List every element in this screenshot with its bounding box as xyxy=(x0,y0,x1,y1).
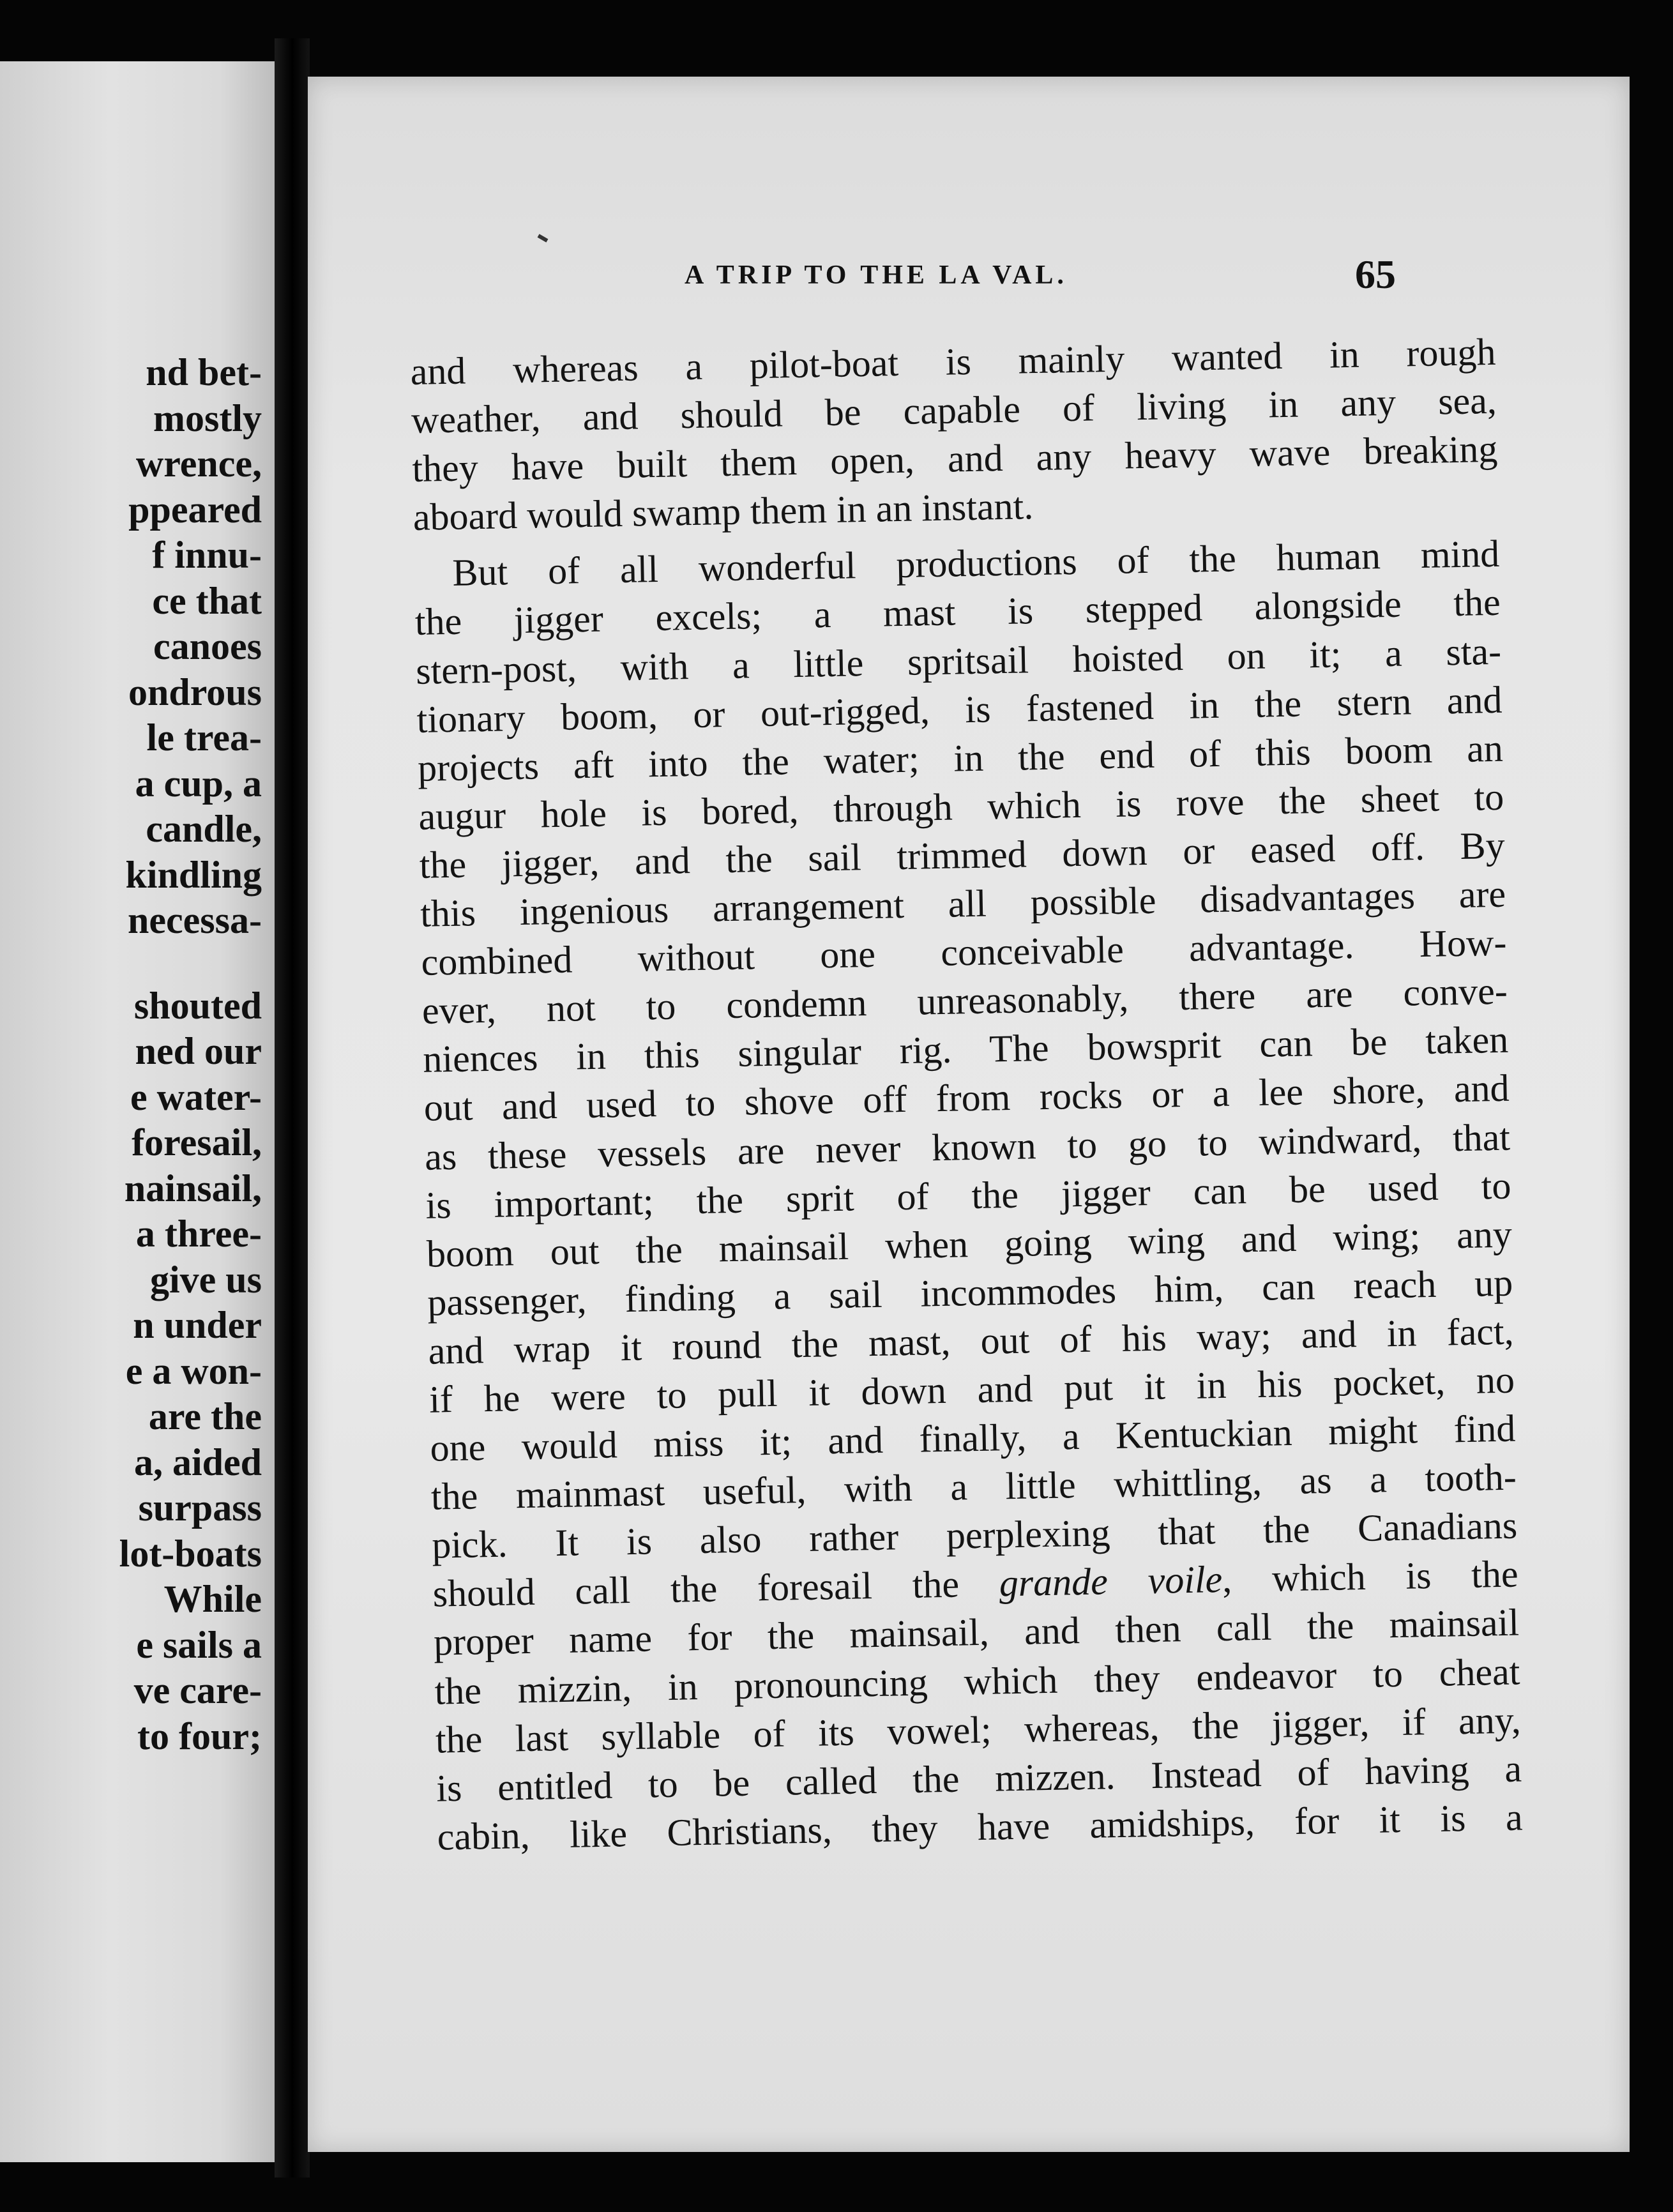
text-line: weather, and should be capable of living in any sea, xyxy=(411,379,1497,442)
left-page-line: nainsail, xyxy=(124,1167,262,1209)
left-page-line: shouted xyxy=(133,984,262,1027)
ink-speck xyxy=(538,234,549,242)
text-line: ever, not to condemn unreasonably, there are conve- xyxy=(421,969,1508,1033)
text-line: proper name for the mainsail, and then call the mainsail xyxy=(433,1601,1520,1664)
body-text xyxy=(410,328,1523,1861)
left-page-line: ppeared xyxy=(128,488,262,531)
text-line: niences in this singular rig. The bowsprit can be taken xyxy=(422,1018,1509,1081)
book-gutter xyxy=(275,38,310,2178)
left-page-gap xyxy=(0,944,262,983)
left-page-line: nd bet- xyxy=(146,351,262,393)
text-run: should call the foresail the xyxy=(432,1562,1000,1616)
left-page-line: canoes xyxy=(153,625,262,667)
text-run: , which is the xyxy=(1222,1552,1519,1601)
page-number: 65 xyxy=(1355,252,1396,297)
left-page-line: e a won- xyxy=(125,1349,262,1392)
text-line: is entitled to be called the mizzen. Instead of having a xyxy=(435,1747,1522,1810)
left-page-line: candle, xyxy=(146,808,262,850)
italic-phrase: grande voile xyxy=(999,1558,1223,1605)
text-line: the mizzin, in pronouncing which they endeavor to cheat xyxy=(434,1650,1520,1713)
left-page-line: necessa- xyxy=(128,899,262,941)
left-page-line: ce that xyxy=(152,579,262,622)
left-page-line: ned our xyxy=(135,1030,262,1072)
text-line: out and used to shove off from rocks or a lee shore, and xyxy=(423,1067,1510,1130)
right-page xyxy=(308,77,1630,2152)
text-line: aboard would swamp them in an instant. xyxy=(413,485,1034,539)
text-line: the last syllable of its vowel; whereas, the jigger, if any, xyxy=(435,1699,1522,1761)
left-page-line: e sails a xyxy=(136,1623,262,1666)
left-page-line: ondrous xyxy=(128,670,262,713)
text-line: cabin, like Christians, they have amidships, for it is a xyxy=(437,1796,1524,1858)
text-line: augur hole is bored, through which is rove the sheet to xyxy=(418,775,1504,838)
left-page-line: a cup, a xyxy=(135,762,262,805)
left-page-fragment xyxy=(0,61,275,2162)
text-line: the jigger, and the sail trimmed down or eased off. By xyxy=(419,824,1506,886)
left-page-line: f innu- xyxy=(152,534,262,576)
left-page-line: mostly xyxy=(153,397,262,439)
left-page-line: foresail, xyxy=(132,1121,262,1163)
text-line: passenger, finding a sail incommodes him, can reach up xyxy=(427,1261,1513,1324)
left-page-line: kindling xyxy=(125,853,262,896)
left-page-line: a three- xyxy=(135,1213,262,1255)
left-page-line: ve care- xyxy=(133,1669,262,1711)
text-line: the jigger excels; a mast is stepped alongside the xyxy=(414,581,1501,644)
text-line: projects aft into the water; in the end of this boom an xyxy=(417,727,1504,789)
text-line: pick. It is also rather perplexing that the Canadians xyxy=(431,1504,1518,1566)
left-page-line: give us xyxy=(149,1258,262,1301)
left-page-line: a, aided xyxy=(133,1441,262,1483)
text-line: boom out the mainsail when going wing and wing; any xyxy=(426,1213,1513,1275)
text-line: as these vessels are never known to go to windward, that xyxy=(424,1116,1511,1178)
left-page-line: e water- xyxy=(130,1075,262,1118)
running-head: A TRIP TO THE LA VAL. xyxy=(685,261,1068,290)
text-line: the mainmast useful, with a little whittling, as a tooth- xyxy=(430,1455,1517,1518)
left-page-line: are the xyxy=(148,1395,262,1437)
left-page-line: wrence, xyxy=(135,443,262,485)
text-line: they have built them open, and any heavy wave breaking xyxy=(411,428,1498,490)
left-page-line: to four; xyxy=(137,1715,262,1757)
text-line: tionary boom, or out-rigged, is fastened in the stern and xyxy=(416,678,1503,741)
text-line: combined without one conceivable advantage. How- xyxy=(421,921,1507,983)
left-page-text xyxy=(0,350,262,1759)
text-line: and wrap it round the mast, out of his way; and in fact, xyxy=(428,1310,1515,1372)
left-page-line: surpass xyxy=(138,1487,262,1529)
text-line: stern-post, with a little spritsail hoisted on it; a sta- xyxy=(415,630,1502,692)
left-page-line: n under xyxy=(133,1304,262,1346)
text-line: if he were to pull it down and put it in his pocket, no xyxy=(428,1358,1515,1421)
text-line: one would miss it; and finally, a Kentuckian might find xyxy=(429,1407,1516,1469)
left-page-line: le trea- xyxy=(146,716,262,759)
text-line: But of all wonderful productions of the human mind xyxy=(451,533,1500,595)
text-line: this ingenious arrangement all possible disadvantages are xyxy=(420,872,1506,935)
left-page-line: While xyxy=(163,1578,262,1620)
text-line: and whereas a pilot-boat is mainly wanted in rough xyxy=(410,330,1497,393)
text-line: is important; the sprit of the jigger can be used to xyxy=(425,1164,1511,1227)
left-page-line: lot-boats xyxy=(119,1532,262,1575)
